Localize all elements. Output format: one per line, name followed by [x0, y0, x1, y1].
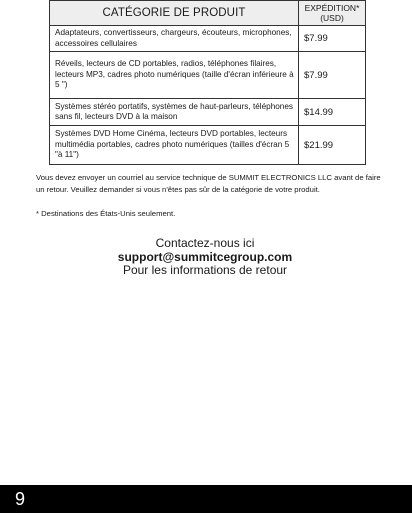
- product-category-cell: Systèmes DVD Home Cinéma, lecteurs DVD portables, lecteurs multimédia portables, cadres photo numériques (tailles d'écran 5 "à 11"): [50, 126, 299, 165]
- support-email[interactable]: support@summitcegroup.com: [117, 249, 293, 264]
- shipping-price-cell: $14.99: [299, 99, 366, 126]
- table-header-row: [50, 1, 366, 26]
- table-row: [50, 26, 366, 52]
- shipping-price-cell: $21.99: [299, 126, 366, 165]
- table-row: [50, 126, 366, 165]
- shipping-header-currency: (USD): [320, 13, 344, 23]
- shipping-price-cell: $7.99: [299, 52, 366, 99]
- table-row: [50, 52, 366, 99]
- shipping-rates-table: [49, 0, 366, 165]
- contact-subtext: Pour les informations de retour: [122, 263, 288, 278]
- shipping-header-label: EXPÉDITION*: [304, 3, 360, 13]
- page-footer: [0, 485, 412, 513]
- contact-heading: Contactez-nous ici: [155, 236, 255, 250]
- destination-footnote: * Destinations des États-Unis seulement.: [36, 209, 176, 218]
- product-category-cell: Adaptateurs, convertisseurs, chargeurs, écouteurs, microphones, accessoires cellulaires: [50, 26, 299, 52]
- product-category-cell: Réveils, lecteurs de CD portables, radios, téléphones filaires, lecteurs MP3, cadres photo numériques (taille d'écran inférieure à 5 "): [50, 52, 299, 99]
- shipping-price-cell: $7.99: [299, 26, 366, 52]
- contact-block: [60, 237, 350, 278]
- shipping-column-header: [299, 1, 366, 26]
- page-number: 9: [15, 489, 26, 509]
- table-row: [50, 99, 366, 126]
- return-notice: Vous devez envoyer un courriel au service technique de SUMMIT ELECTRONICS LLC avant de faire un retour. Veuillez demander si vous n'êtes pas sûr de la catégorie de votre produit.: [36, 173, 381, 194]
- product-category-cell: Systèmes stéréo portatifs, systèmes de haut-parleurs, téléphones sans fil, lecteurs DVD à la maison: [50, 99, 299, 126]
- category-column-header: CATÉGORIE DE PRODUIT: [50, 1, 299, 26]
